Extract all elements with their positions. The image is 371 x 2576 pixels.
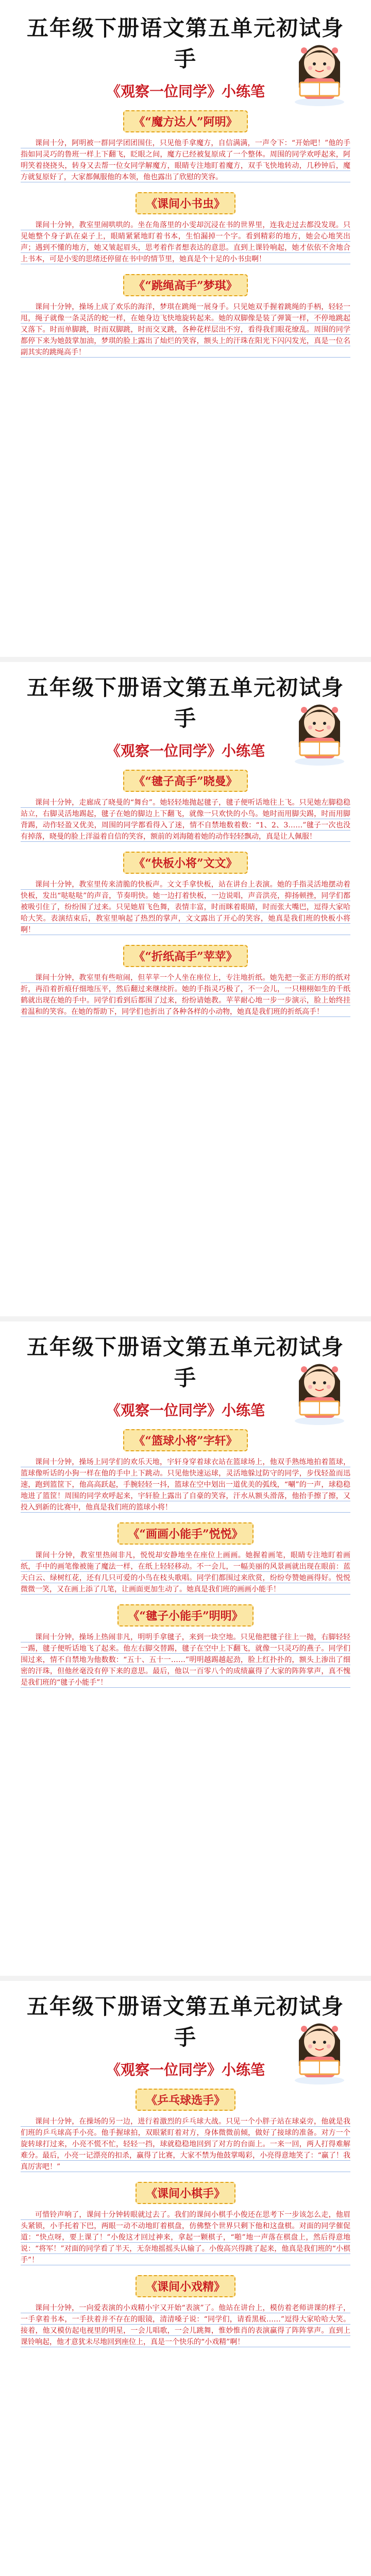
main-title: 五年级下册语文第五单元初试身手: [26, 15, 344, 72]
main-title: 五年级下册语文第五单元初试身手: [26, 675, 344, 731]
page-1: [0, 0, 371, 659]
section-heading: [21, 945, 350, 967]
section-heading: [21, 192, 350, 214]
section-heading: [21, 1604, 350, 1626]
section-title: 《“毽子高手”晓曼》: [123, 770, 247, 792]
sub-title: 《观察一位同学》小练笔: [106, 83, 265, 100]
page-3: [0, 1319, 371, 1978]
section-title: 《“魔方达人”阿明》: [123, 110, 247, 132]
reading-girl-illustration: [289, 2009, 350, 2087]
section-body: 课间十分钟，教室里热闹非凡，悦悦却安静地坐在座位上画画。她握着画笔，眼睛专注地盯着画纸，手中的画笔像被施了魔法一样，在纸上轻轻移动。不一会儿，一幅美丽的风景画就出现在眼前：蓝天白云、绿树红花，还有几只可爱的小鸟在枝头歌唱。同学们都围过来欣赏，纷纷夸赞她画得好。悦悦微微一笑，又在画上添了几笔，让画面更加生动了。她真是我们班的画画小能手！: [21, 1550, 350, 1595]
section-title: 《“快板小将”文文》: [123, 852, 247, 874]
page-separator: [0, 1316, 371, 1321]
section-heading: [21, 770, 350, 792]
section-body: 课间十分钟，操场上同学们的欢乐天地，宇轩身穿着球衣站在篮球场上，他双手熟练地拍着篮球，篮球像听话的小狗一样在他的手中上下跳动。只见他快速运球，灵活地躲过防守的同学，步伐轻盈而迅速，跑到篮筐下，他高高跃起，手腕轻轻一抖，篮球在空中划出一道优美的弧线，“唰”的一声，球稳稳地进了篮筐！周围的同学欢呼起来，宇轩脸上露出了自豪的笑容，汗水从额头滑落，他抬手擦了擦，又投入到新的比赛中，他真是我们班的篮球小将！: [21, 1456, 350, 1513]
section-body: 可惜铃声响了，课间十分钟转眼就过去了。我们的课间小棋手小俊还在思考下一步该怎么走，他眉头紧锁，小手托着下巴，两眼一动不动地盯着棋盘，仿佛整个世界只剩下他和这盘棋。对面的同学催促道：“快点呀，要上课了！”小俊这才回过神来，拿起一颗棋子，“啪”地一声落在棋盘上，然后得意地说：“将军！”对面的同学看了半天，无奈地摇摇头认输了。小俊高兴得跳了起来，他真是我们班的“小棋手”！: [21, 2209, 350, 2266]
section-heading: [21, 274, 350, 296]
section-body: 课间十分钟，教室里有些喧闹，但苹苹一个人坐在座位上，专注地折纸。她先把一张正方形的纸对折，再沿着折痕仔细地压平，然后翻过来继续折。她的手指灵巧极了，不一会儿，一只栩栩如生的千纸鹤就出现在她的手中。同学们看到后都围了过来，纷纷请她教。苹苹耐心地一步一步演示，脸上始终挂着温和的笑容。在她的帮助下，同学们也折出了各种各样的小动物，她真是我们班的折纸高手！: [21, 972, 350, 1018]
sub-title: 《观察一位同学》小练笔: [106, 2061, 265, 2078]
page-separator: [0, 1976, 371, 1981]
section-body: 课间十分钟，教室里传来清脆的快板声。文文手拿快板，站在讲台上表演。她的手指灵活地摆动着快板，发出“哒哒哒”的声音，节奏明快。她一边打着快板，一边说唱，声音洪亮，抑扬顿挫，同学们都被吸引住了，纷纷围了过来。只见她眉飞色舞，表情丰富，时而眯着眼睛，时而张大嘴巴，逗得大家哈哈大笑。表演结束后，教室里响起了热烈的掌声，文文露出了开心的笑容，她真是我们班的快板小将啊！: [21, 879, 350, 936]
section-body: 课间十分钟，教室里闹哄哄的。坐在角落里的小雯却沉浸在书的世界里，连我走过去都没发现。只见她整个身子趴在桌子上，眼睛紧紧地盯着书本，生怕漏掉一个字。看到精彩的地方，她会心地笑出声；遇到不懂的地方，她又皱起眉头，思考着作者想表达的意思。直到上课铃响起，她才依依不舍地合上书本，可是小雯的思绪还停留在书中的情节里，她真是个十足的小书虫啊！: [21, 219, 350, 265]
section-title: 《“画画小能手”悦悦》: [117, 1522, 253, 1545]
main-title: 五年级下册语文第五单元初试身手: [26, 1994, 344, 2050]
page-4: [0, 1978, 371, 2576]
section-body: 课间十分钟，一向爱表演的小戏精小宇又开始“表演”了。他站在讲台上，模仿着老师讲课的样子，一手拿着书本，一手扶着并不存在的眼镜，清清嗓子说：“同学们，请看黑板……”逗得大家哈哈大笑。接着，他又模仿起电视里的明星，一会儿唱歌，一会儿跳舞，惟妙惟肖的表演赢得了阵阵掌声。直到上课铃响起，他才意犹未尽地回到座位上，真是一个快乐的“小戏精”啊！: [21, 2302, 350, 2348]
section-body: 课间十分钟，操场上成了欢乐的海洋，梦琪在跳绳一展身手。只见她双手握着跳绳的手柄，轻轻一甩，绳子就像一条灵活的蛇一样，在她身边飞快地旋转起来。她的双脚像是装了弹簧一样，不停地跳起又落下。时而单脚跳，时而双脚跳，时而交叉跳，各种花样层出不穷，看得我们眼花缭乱。周围的同学都停下来为她鼓掌加油，梦琪的脸上露出了灿烂的笑容，额头上的汗珠在阳光下闪闪发光，真是一位名副其实的跳绳高手！: [21, 301, 350, 358]
section-heading: [21, 1429, 350, 1451]
section-title: 《课间小书虫》: [136, 192, 235, 214]
section-heading: [21, 110, 350, 132]
section-title: 《乒乓球选手》: [136, 2089, 235, 2111]
section-heading: [21, 1522, 350, 1545]
section-title: 《“折纸高手”苹苹》: [123, 945, 247, 967]
section-heading: [21, 2089, 350, 2111]
section-body: 课间十分，阿明被一群同学团团围住，只见他手拿魔方，自信满满，一声令下：“开始吧！”他的手指如同灵巧的鲁班一样上下翻飞，眨眼之间，魔方已经被复原成了一个整体。周围的同学欢呼起来，阿明笑着挠挠头，转身又去帮一位女同学解魔方，眼睛专注地盯着魔方，双手飞快地转动，几秒钟后，魔方就复原好了，大家都佩服他的本领，他也露出了欣慰的笑容。: [21, 138, 350, 183]
section-title: 《课间小戏精》: [136, 2275, 235, 2297]
page-2: [0, 659, 371, 1319]
section-heading: [21, 2275, 350, 2297]
sub-title: 《观察一位同学》小练笔: [106, 742, 265, 759]
section-title: 《“篮球小将”字轩》: [123, 1429, 247, 1451]
reading-girl-illustration: [289, 690, 350, 768]
page-separator: [0, 657, 371, 662]
reading-girl-illustration: [289, 31, 350, 108]
main-title: 五年级下册语文第五单元初试身手: [26, 1334, 344, 1391]
section-body: 课间十分钟，在操场的另一边，进行着激烈的乒乓球大战。只见一个小胖子站在球桌旁，他就是我们班的乒乓球高手小亮。他手握球拍，双眼紧盯着对方，身体微微前倾，做好了接球的准备。对方一个旋转球打过来，小亮不慌不忙，轻轻一挡，球就稳稳地回到了对方的台面上。一来一回，两人打得难解难分。最后，小亮一记漂亮的扣杀，赢得了比赛，大家不禁为他鼓掌喝彩，小亮得意地笑了：“赢了！我真厉害吧！”: [21, 2116, 350, 2173]
section-title: 《“毽子小能手”明明》: [117, 1604, 253, 1626]
section-title: 《课间小棋手》: [136, 2182, 235, 2204]
section-body: 课间十分钟，操场上热闹非凡，明明手拿毽子，来到一块空地。只见他把毽子往上一抛，右脚轻轻一踢，毽子便听话地飞了起来。他左右脚交替踢，毽子在空中上下翻飞，就像一只灵巧的燕子。同学们围过来，情不自禁地为他数数：“五十、五十一……”明明越踢越起劲，脸上红扑扑的，额头上渗出了细密的汗珠，但他丝毫没有停下来的意思。最后，他以一百零八个的成绩赢得了大家的阵阵掌声，真不愧是我们班的“毽子小能手”！: [21, 1632, 350, 1688]
section-heading: [21, 852, 350, 874]
sub-title: 《观察一位同学》小练笔: [106, 1402, 265, 1419]
section-heading: [21, 2182, 350, 2204]
section-title: 《“跳绳高手”梦琪》: [123, 274, 247, 296]
reading-girl-illustration: [289, 1350, 350, 1427]
section-body: 课间十分钟，走廊成了晓曼的“舞台”。她轻轻地抛起毽子，毽子便听话地往上飞。只见她左脚稳稳站立，右脚灵活地踢起，毽子在她的脚边上下翻飞，就像一只欢快的小鸟。她时而用脚尖踢，时而用脚背踢，动作轻盈又优美，周围的同学都看得入了迷，情不自禁地数着数：“1、2、3……”毽子一次也没有掉落，晓曼的脸上洋溢着自信的笑容，额前的刘海随着她的动作轻轻飘动，真是让人佩服！: [21, 797, 350, 842]
